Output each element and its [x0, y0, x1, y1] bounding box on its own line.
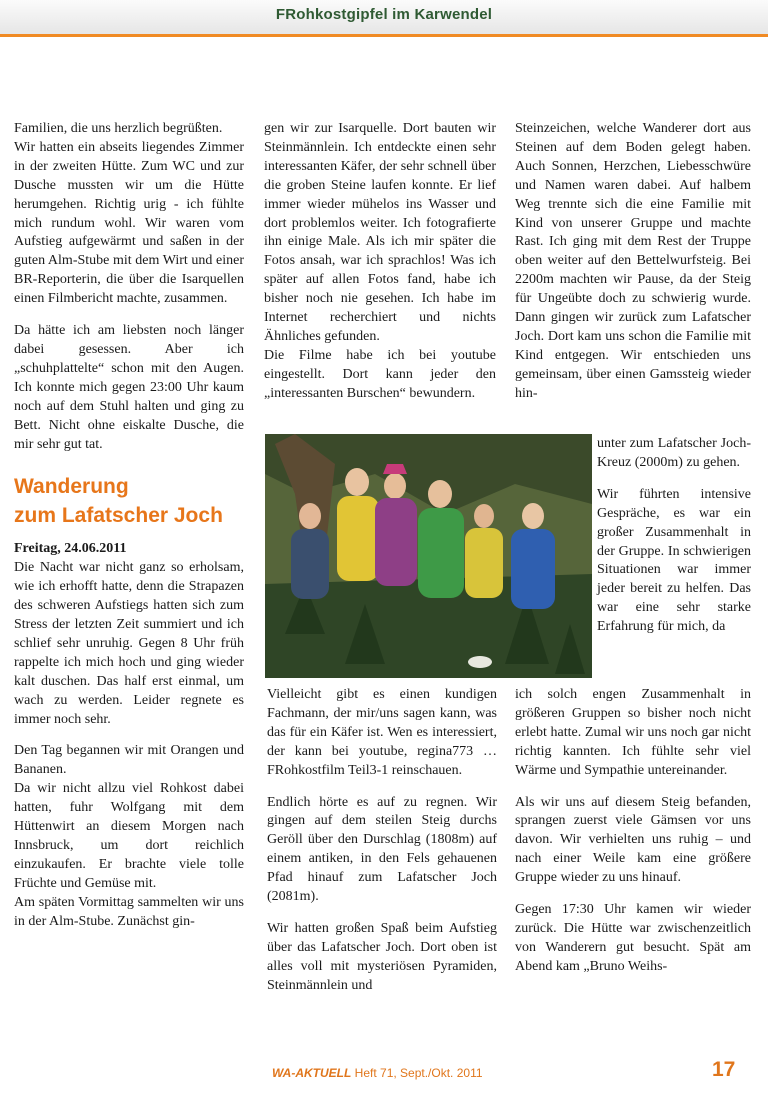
paragraph: Den Tag begannen wir mit Orangen und Bananen.	[14, 743, 244, 778]
paragraph: gen wir zur Isarquelle. Dort bauten wir Steinmännlein. Ich entdeckte einen sehr interessanten Käfer, der sehr schnell über die groben Steine laufen konnte. Er lief immer wieder mühelos ins Wasser und dort problemlos weiter. Ich fotografierte ihn einige Male. Als ich mir später die Fotos ansah, war ich sprachlos! Was ich später auf allen Fotos fand, habe ich bisher noch nie gesehen. Ich habe im Internet recherchiert und nichts Ähnliches gefunden.	[264, 121, 496, 344]
paragraph: unter zum Lafatscher Joch-Kreuz (2000m) zu gehen.	[597, 436, 751, 470]
paragraph: Da wir nicht allzu viel Rohkost dabei hatten, fuhr Wolfgang mit dem Hüttenwirt an diesem Morgen nach Innsbruck, um dort reichlich einzukaufen. Er brachte viele tolle Früchte und Gemüse mit.	[14, 781, 244, 891]
paragraph: Vielleicht gibt es einen kundigen Fachmann, der mir/uns sagen kann, was das für ein Käfer ist. Wen es interessiert, der kann bei youtube, regina773 … FRohkostfilm Teil3-1 reinschauen.	[267, 687, 497, 778]
column-3-top	[515, 120, 751, 404]
paragraph: Familien, die uns herzlich begrüßten.	[14, 121, 223, 136]
page-header-title: FRohkostgipfel im Karwendel	[275, 6, 493, 23]
paragraph: Als wir uns auf diesem Steig befanden, sprangen zuerst viele Gämsen vor uns davon. Wir verhielten uns ruhig – und nach einer Weile kam eine größere Gruppe wieder zu uns hinauf.	[515, 794, 751, 886]
paragraph: ich solch engen Zusammenhalt in größeren Gruppen so bisher noch nicht erlebt hatte. Zumal wir uns noch gar nicht richtig kannten. Ich fühlte sehr viel Wärme und Sympathie untereinander.	[515, 687, 751, 778]
column-2-top	[264, 120, 496, 404]
paragraph: Am späten Vormittag sammelten wir uns in der Alm-Stube. Zunächst gin-	[14, 894, 244, 929]
paragraph: Die Nacht war nicht ganz so erholsam, wie ich erhofft hatte, denn die Strapazen des schweren Aufstiegs hatten sich zum Stress der letzten Zeit summiert und ich schlief sehr unruhig. Gegen 8 Uhr früh rappelte ich mich hoch und ging wieder kalt duschen. Das half erst einmal, um wach zu werden. Leider regnete es immer noch sehr.	[14, 560, 244, 727]
footer-issue: Heft 71, Sept./Okt. 2011	[354, 1066, 483, 1080]
paragraph: Steinzeichen, welche Wanderer dort aus Steinen auf dem Boden gelegt haben. Auch Sonnen, Herzchen, Liebesschwüre und Namen waren dabei. Auf halbem Weg trennte sich die eine Familie mit Kind von unserer Gruppe und machte Rast. Ich ging mit dem Rest der Truppe oben weiter auf den Bettelwurfsteig. Bei 2200m machten wir Pause, da der Steig für Ungeübte doch zu schwierig wurde. Dann gingen wir zurück zum Lafatscher Joch. Dort kam uns schon die Familie mit Kind entgegen. Wir entschieden uns gemeinsam, über einen Gamssteig wieder hin-	[515, 121, 751, 401]
paragraph: Gegen 17:30 Uhr kamen wir wieder zurück. Die Hütte war zwischenzeitlich von Wanderern gut besucht. Spät am Abend kam „Bruno Weihs-	[515, 902, 751, 974]
page-header	[0, 0, 768, 37]
paragraph: Endlich hörte es auf zu regnen. Wir gingen auf dem steilen Steig durchs Geröll über den Durschlag (1808m) auf einem antiken, in den Fels gehauenen Pfad hinauf zum Lafatscher Joch (2081m).	[267, 794, 497, 905]
section-heading-line-2: zum Lafatscher Joch	[14, 504, 223, 528]
page-footer	[272, 1066, 483, 1080]
column-3-wrap-1	[597, 435, 751, 637]
paragraph: Da hätte ich am liebsten noch länger dabei gesessen. Aber ich „schuhplattelte“ schon mit den Augen. Ich konnte mich gegen 23:00 Uhr kaum noch auf dem Stuhl halten und ging zu Bett. Nicht ohne eiskalte Dusche, die mir sehr gut tat.	[14, 323, 244, 452]
group-photo-image	[265, 434, 592, 678]
column-3-bottom	[515, 686, 751, 977]
entry-date: Freitag, 24.06.2011	[14, 541, 127, 557]
paragraph: Wir führten intensive Gespräche, es war ein großer Zusammenhalt in der Gruppe. In schwierigen Situationen war immer jeder bereit zu helfen. Das war eine sehr starke Erfahrung für mich, da	[597, 486, 751, 635]
group-photo	[265, 434, 592, 678]
column-2-bottom	[267, 686, 497, 996]
paragraph: Die Filme habe ich bei youtube eingestellt. Dort kann jeder den „interessanten Burschen“ bewundern.	[264, 347, 496, 401]
footer-brand: WA-AKTUELL	[272, 1066, 352, 1080]
paragraph: Wir hatten großen Spaß beim Aufstieg über das Lafatscher Joch. Dort oben ist alles voll mit mysteriösen Pyramiden, Steinmännlein und	[267, 920, 497, 993]
paragraph: Wir hatten ein abseits liegendes Zimmer in der zweiten Hütte. Zum WC und zur Dusche mussten wir um die Hütte herumgehen. Richtig urig - ich fühlte mich rundum wohl. Wir waren vom Aufstieg aufgewärmt und saßen in der guten Alm-Stube mit dem Wirt und einer BR-Reporterin, die über die Isarquellen einen Filmbericht machte, zusammen.	[14, 139, 244, 307]
column-1	[14, 120, 244, 932]
page-number: 17	[712, 1058, 736, 1081]
section-heading-line-1: Wanderung	[14, 475, 129, 499]
